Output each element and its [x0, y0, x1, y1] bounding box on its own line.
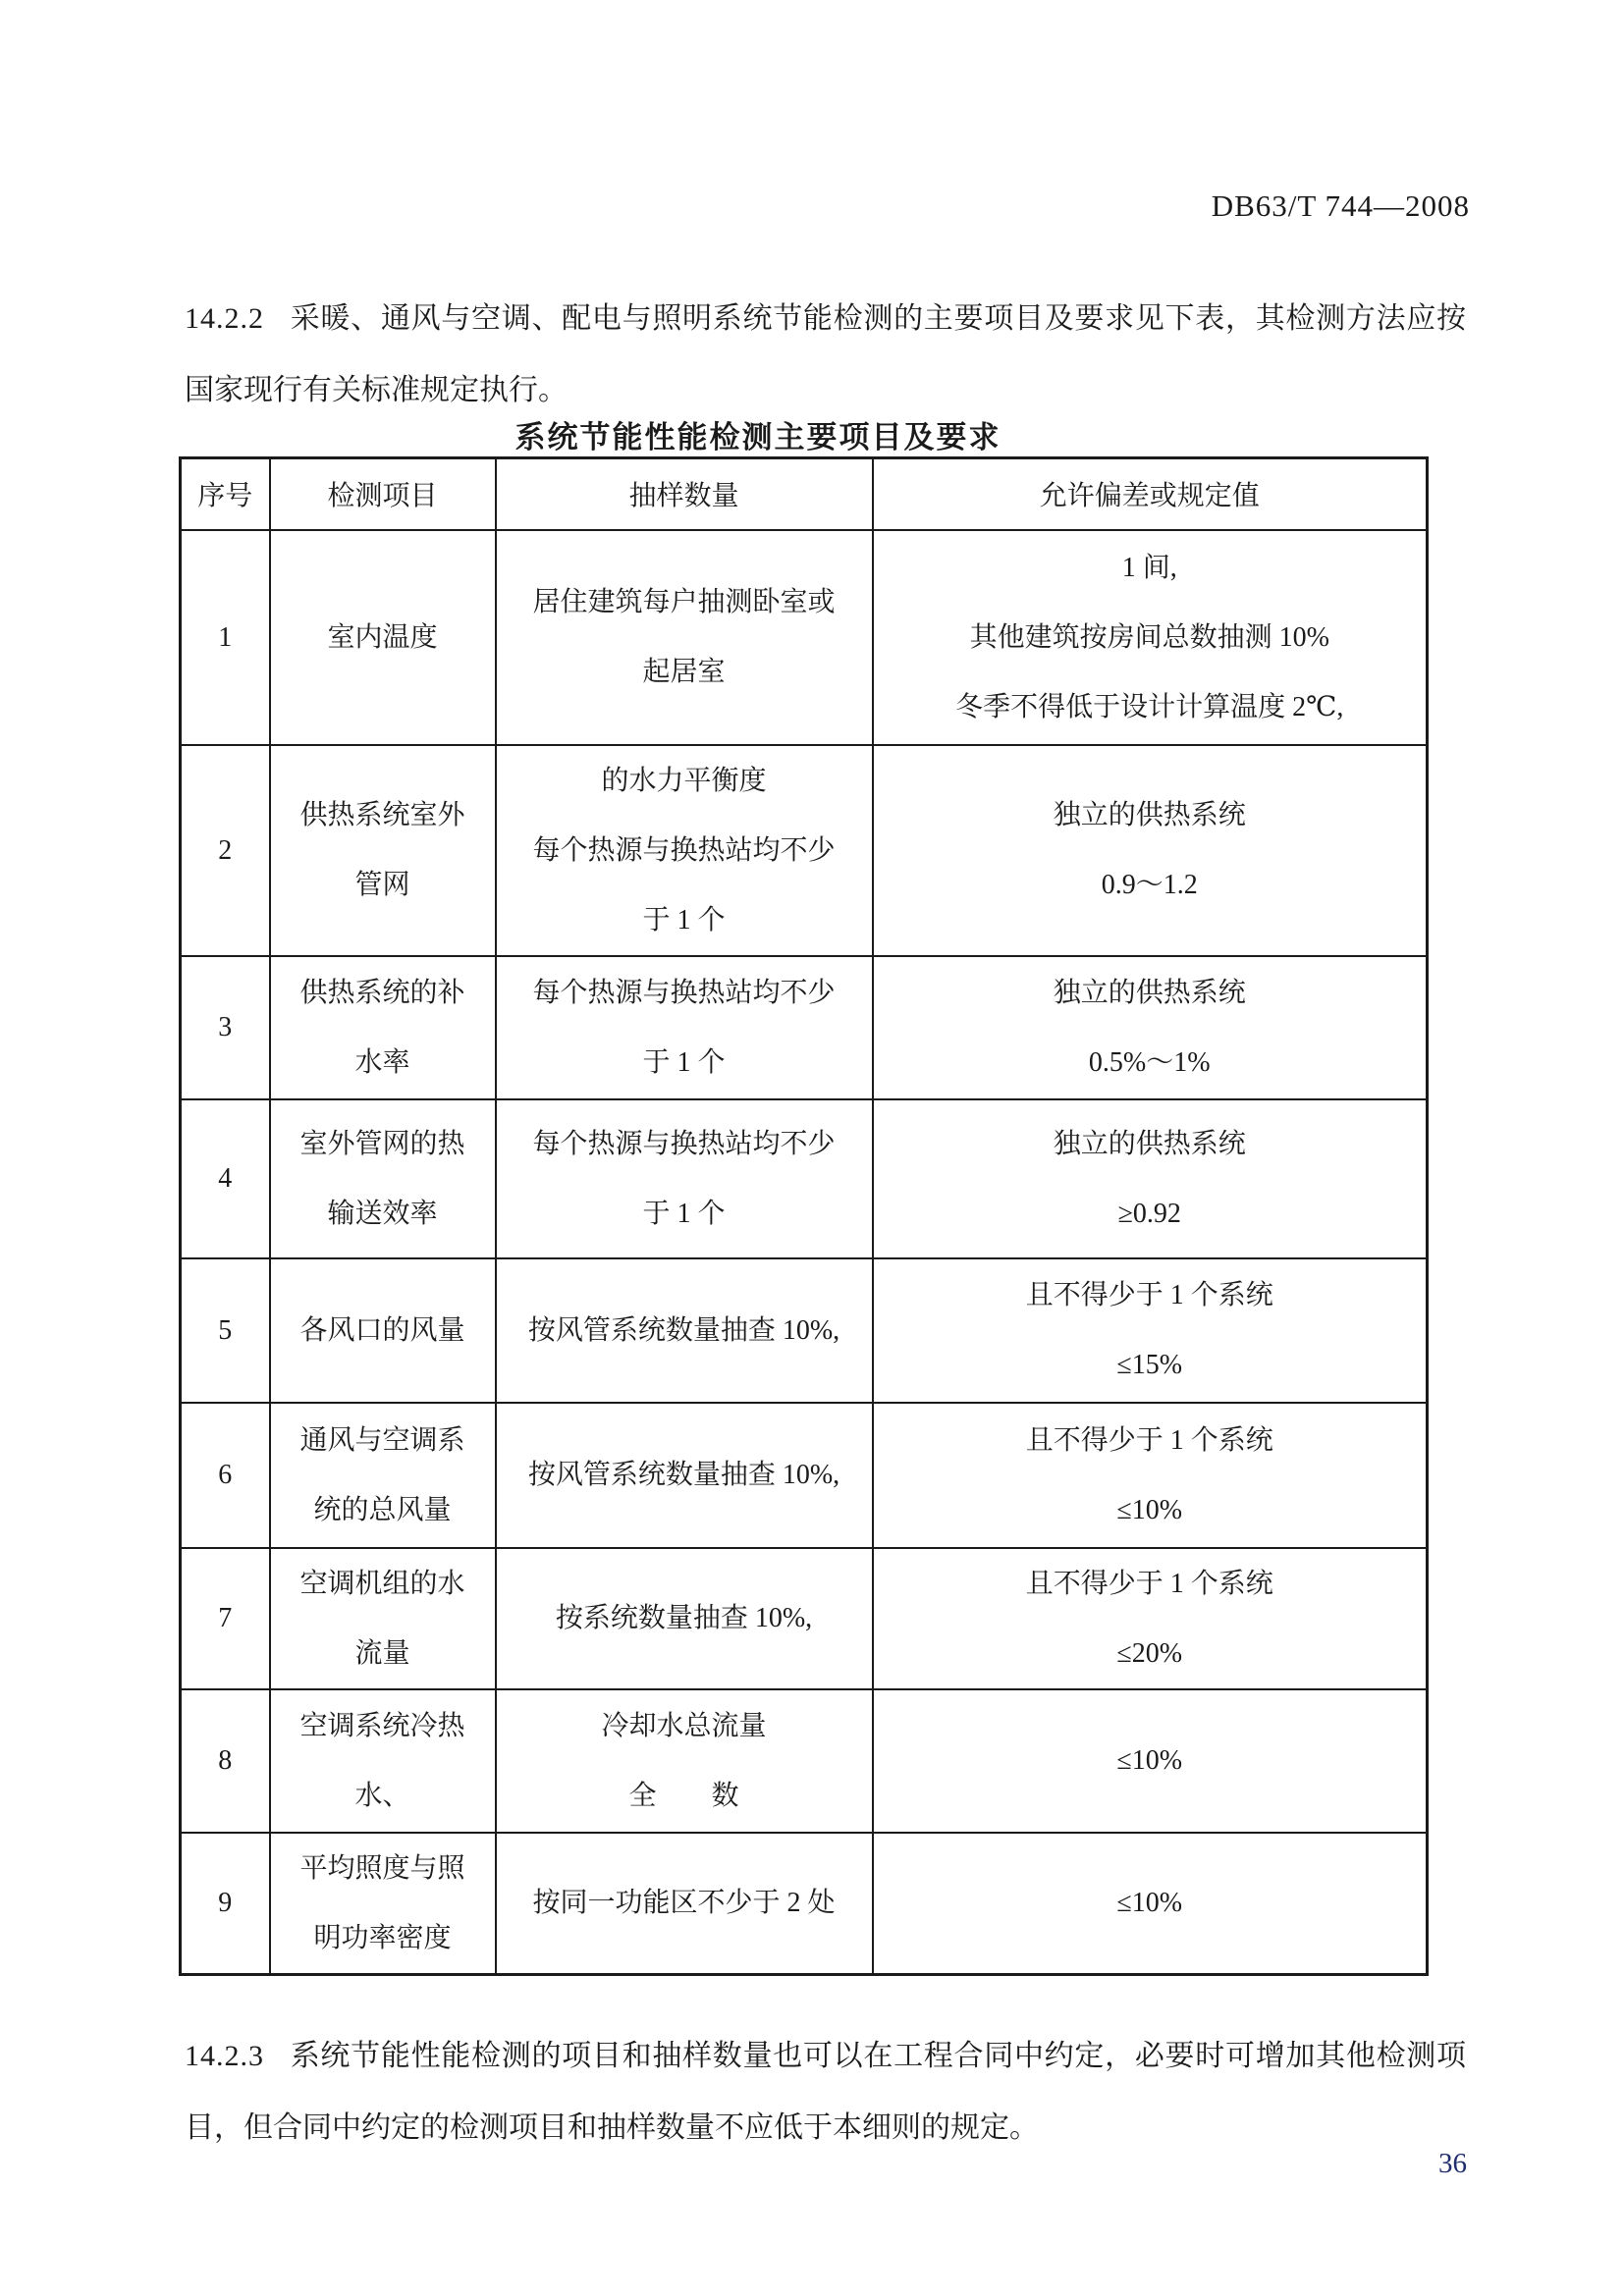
doc-number: DB63/T 744—2008: [1211, 188, 1470, 223]
tolerance-cell: 独立的供热系统 ≥0.92: [873, 1099, 1428, 1258]
sampling-cell: 按风管系统数量抽查 10%,: [496, 1258, 873, 1403]
item-cell: 各风口的风量: [270, 1258, 496, 1403]
row-number-cell: 6: [181, 1403, 270, 1548]
sampling-cell: 按系统数量抽查 10%,: [496, 1548, 873, 1689]
sampling-cell: 每个热源与换热站均不少 于 1 个: [496, 956, 873, 1099]
column-header-sampling: 抽样数量: [496, 458, 873, 530]
row-number-cell: 4: [181, 1099, 270, 1258]
table-row: [181, 1099, 1428, 1258]
clause-number-14-2-3: 14.2.3: [185, 2040, 264, 2072]
tolerance-cell: ≤10%: [873, 1689, 1428, 1833]
spec-table: [179, 456, 1429, 1976]
paragraph-14-2-2: [185, 283, 1466, 426]
row-number-cell: 8: [181, 1689, 270, 1833]
row-number-cell: 7: [181, 1548, 270, 1689]
tolerance-cell: 且不得少于 1 个系统 ≤20%: [873, 1548, 1428, 1689]
item-cell: 供热系统的补 水率: [270, 956, 496, 1099]
table-row: [181, 530, 1428, 745]
item-cell: 供热系统室外 管网: [270, 745, 496, 956]
sampling-cell: 按风管系统数量抽查 10%,: [496, 1403, 873, 1548]
table-body: [181, 530, 1428, 1975]
tolerance-cell: 1 间, 其他建筑按房间总数抽测 10% 冬季不得低于设计计算温度 2℃,: [873, 530, 1428, 745]
table-row: [181, 1548, 1428, 1689]
paragraph-14-2-3: [185, 2020, 1466, 2163]
table-row: [181, 1403, 1428, 1548]
table-row: [181, 1833, 1428, 1975]
tolerance-cell: 独立的供热系统 0.5%～1%: [873, 956, 1428, 1099]
item-cell: 室外管网的热 输送效率: [270, 1099, 496, 1258]
sampling-cell: 冷却水总流量 全 数: [496, 1689, 873, 1833]
sampling-cell: 每个热源与换热站均不少 于 1 个: [496, 1099, 873, 1258]
row-number-cell: 2: [181, 745, 270, 956]
item-cell: 通风与空调系 统的总风量: [270, 1403, 496, 1548]
tolerance-cell: 且不得少于 1 个系统 ≤10%: [873, 1403, 1428, 1548]
column-header-no: 序号: [181, 458, 270, 530]
table-title: 系统节能性能检测主要项目及要求: [514, 420, 1001, 454]
item-cell: 室内温度: [270, 530, 496, 745]
clause-number-14-2-2: 14.2.2: [185, 302, 264, 335]
column-header-tolerance: 允许偏差或规定值: [873, 458, 1428, 530]
item-cell: 平均照度与照 明功率密度: [270, 1833, 496, 1975]
page-number: 36: [1438, 2148, 1467, 2179]
column-header-item: 检测项目: [270, 458, 496, 530]
row-number-cell: 5: [181, 1258, 270, 1403]
table-row: [181, 1258, 1428, 1403]
sampling-cell: 居住建筑每户抽测卧室或 起居室: [496, 530, 873, 745]
table-row: [181, 1689, 1428, 1833]
row-number-cell: 3: [181, 956, 270, 1099]
table-row: [181, 745, 1428, 956]
sampling-cell: 按同一功能区不少于 2 处: [496, 1833, 873, 1975]
clause-text-14-2-3: 系统节能性能检测的项目和抽样数量也可以在工程合同中约定，必要时可增加其他检测项目，但合同中约定的检测项目和抽样数量不应低于本细则的规定。: [185, 2040, 1466, 2144]
sampling-cell: 的水力平衡度 每个热源与换热站均不少 于 1 个: [496, 745, 873, 956]
tolerance-cell: 且不得少于 1 个系统 ≤15%: [873, 1258, 1428, 1403]
table-header: [181, 458, 1428, 530]
table-row: [181, 956, 1428, 1099]
row-number-cell: 1: [181, 530, 270, 745]
tolerance-cell: ≤10%: [873, 1833, 1428, 1975]
tolerance-cell: 独立的供热系统 0.9～1.2: [873, 745, 1428, 956]
item-cell: 空调系统冷热 水、: [270, 1689, 496, 1833]
table-header-row: [181, 458, 1428, 530]
row-number-cell: 9: [181, 1833, 270, 1975]
clause-text-14-2-2: 采暖、通风与空调、配电与照明系统节能检测的主要项目及要求见下表，其检测方法应按国家现行有关标准规定执行。: [185, 302, 1466, 406]
item-cell: 空调机组的水 流量: [270, 1548, 496, 1689]
